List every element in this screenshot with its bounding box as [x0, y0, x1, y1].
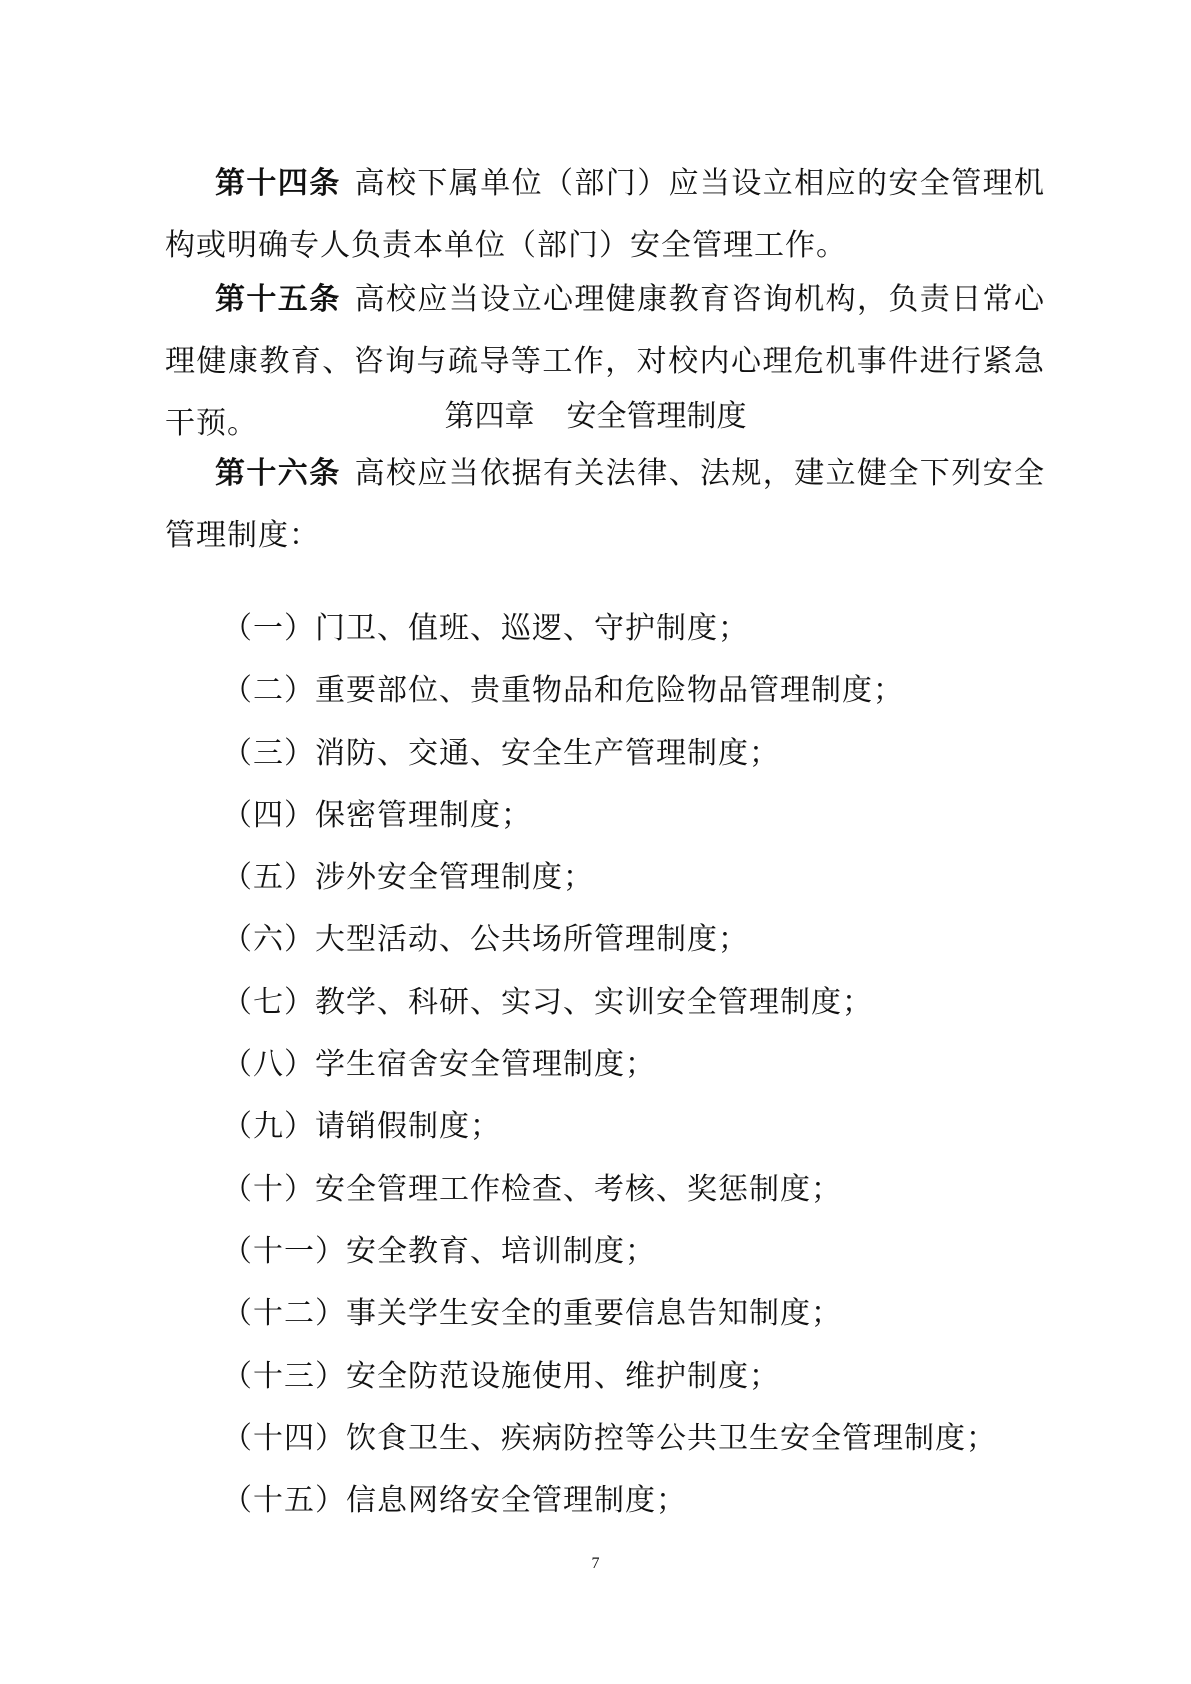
chapter-title: 安全管理制度 [566, 399, 747, 434]
list-item: （一）门卫、值班、巡逻、守护制度； [222, 611, 749, 646]
chapter-number: 第四章 [444, 399, 535, 434]
article-14-number: 第十四条 [215, 166, 341, 201]
list-item: （九）请销假制度； [222, 1109, 501, 1145]
list-item: （十三）安全防范设施使用、维护制度； [222, 1358, 780, 1394]
article-15-text: 高校应当设立心理健康教育咨询机构，负责日常心理健康教育、咨询与疏导等工作，对校内心理危机事件进行紧急干预。 [165, 282, 1046, 441]
page-number: 7 [591, 1555, 600, 1572]
regulation-list [222, 598, 997, 1532]
list-item: （十五）信息网络安全管理制度； [222, 1483, 687, 1519]
list-item: （五）涉外安全管理制度； [222, 860, 594, 896]
list-item: （七）教学、科研、实习、实训安全管理制度； [222, 984, 873, 1020]
list-item: （十四）饮食卫生、疾病防控等公共卫生安全管理制度； [222, 1420, 997, 1456]
chapter-heading [0, 386, 1191, 448]
article-14-text: 高校下属单位（部门）应当设立相应的安全管理机构或明确专人负责本单位（部门）安全管理工作。 [165, 166, 1046, 263]
list-item: （三）消防、交通、安全生产管理制度； [222, 735, 780, 771]
article-15-number: 第十五条 [215, 282, 341, 317]
article-16-number: 第十六条 [215, 456, 341, 491]
list-item: （四）保密管理制度； [222, 797, 532, 833]
list-item: （十二）事关学生安全的重要信息告知制度； [222, 1296, 842, 1332]
article-16-paragraph [165, 443, 1045, 567]
article-16-text: 高校应当依据有关法律、法规，建立健全下列安全管理制度： [165, 456, 1046, 553]
list-item: （二）重要部位、贵重物品和危险物品管理制度； [222, 673, 904, 709]
list-item: （八）学生宿舍安全管理制度； [222, 1047, 656, 1083]
list-item: （十一）安全教育、培训制度； [222, 1233, 656, 1269]
list-item: （六）大型活动、公共场所管理制度； [222, 922, 749, 958]
article-14-paragraph [165, 153, 1045, 277]
list-item: （十）安全管理工作检查、考核、奖惩制度； [222, 1171, 842, 1207]
